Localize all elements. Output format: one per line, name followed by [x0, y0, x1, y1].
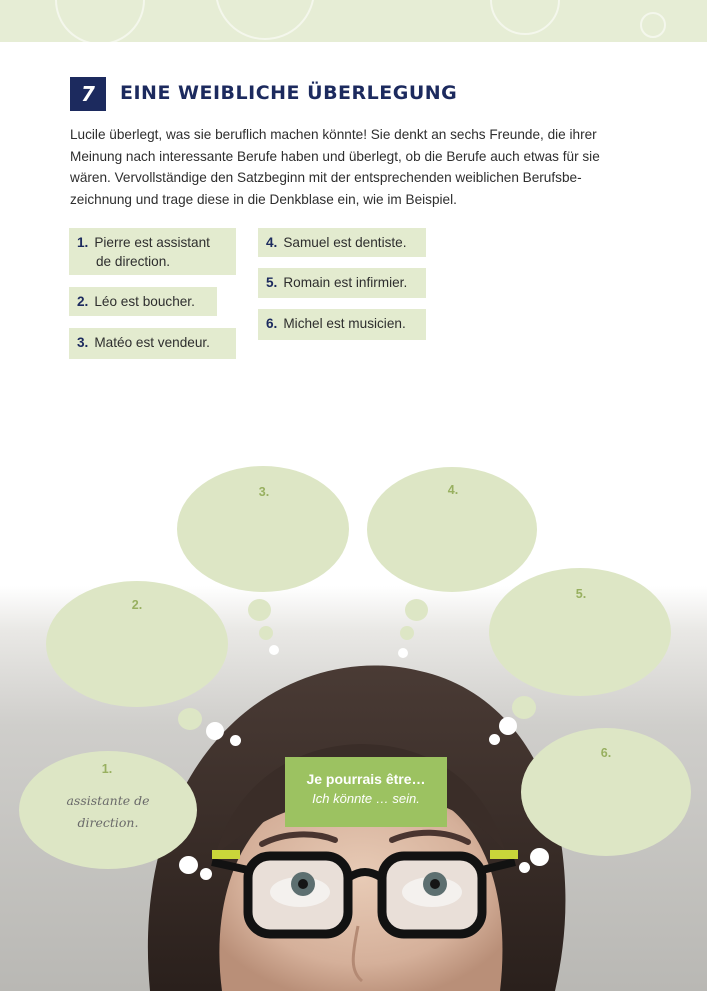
thought-dot	[530, 848, 549, 866]
task-number: 5.	[266, 275, 278, 290]
sentence-starter-box	[285, 757, 447, 827]
top-decoration-band	[0, 0, 707, 42]
decorative-circle	[490, 0, 560, 35]
thought-dot	[519, 862, 530, 873]
thought-dot	[499, 717, 517, 735]
task-text: Michel est musicien.	[283, 316, 406, 331]
bubble-label-5: 5.	[575, 587, 587, 601]
thought-dot	[269, 645, 279, 655]
decorative-circle	[215, 0, 315, 40]
thought-dot	[405, 599, 428, 621]
task-text-continued: de direction.	[96, 254, 171, 269]
thought-dot	[200, 868, 212, 880]
sentence-starter-french: Je pourrais être…	[306, 771, 426, 787]
thought-dot	[230, 735, 241, 746]
instructions-line: Meinung nach interessante Berufe haben und überlegt, ob die Berufe auch etwas für sie	[70, 148, 600, 164]
task-item-3	[69, 328, 236, 359]
task-text: Romain est infirmier.	[283, 275, 408, 290]
task-text: Léo est boucher.	[94, 294, 195, 309]
sentence-starter-german: Ich könnte … sein.	[312, 791, 420, 806]
task-number: 1.	[77, 235, 89, 250]
bubble-label-1: 1.	[101, 762, 113, 776]
thought-dot	[248, 599, 271, 621]
thought-dot	[206, 722, 224, 740]
bubble-label-4: 4.	[447, 483, 459, 497]
exercise-number: 7	[70, 77, 106, 111]
thought-dot	[178, 708, 202, 730]
instructions-line: Lucile überlegt, was sie beruflich machen könnte! Sie denkt an sechs Freunde, die ihrer	[70, 127, 597, 142]
task-item-2	[69, 287, 217, 316]
task-item-1	[69, 228, 236, 275]
example-answer-line: direction.	[77, 815, 139, 830]
task-number: 4.	[266, 235, 278, 250]
thought-dot	[489, 734, 500, 745]
task-text: Samuel est dentiste.	[283, 235, 407, 250]
thought-dot	[512, 696, 536, 719]
decorative-circle	[55, 0, 145, 42]
instructions-line: wären. Vervollständige den Satzbeginn mit der entsprechenden weiblichen Berufsbe-	[70, 170, 582, 185]
task-text: Matéo est vendeur.	[94, 335, 210, 350]
exercise-title: EINE WEIBLICHE ÜBERLEGUNG	[120, 82, 458, 104]
task-item-5	[258, 268, 426, 298]
decorative-circle	[640, 12, 666, 38]
instructions-text	[70, 124, 655, 210]
task-item-6	[258, 309, 426, 340]
task-item-4	[258, 228, 426, 257]
thought-dot	[398, 648, 408, 658]
bubble-label-6: 6.	[600, 746, 612, 760]
task-number: 2.	[77, 294, 89, 309]
example-answer-line: assistante de	[66, 793, 150, 808]
task-text: Pierre est assistant	[94, 235, 210, 250]
task-number: 3.	[77, 335, 89, 350]
thought-dot	[400, 626, 414, 640]
task-number: 6.	[266, 316, 278, 331]
instructions-line: zeichnung und trage diese in die Denkblase ein, wie im Beispiel.	[70, 191, 457, 207]
example-answer	[40, 790, 176, 834]
thought-dot	[179, 856, 198, 874]
bubble-label-2: 2.	[131, 598, 143, 612]
thought-dot	[259, 626, 273, 640]
bubble-label-3: 3.	[258, 485, 270, 499]
